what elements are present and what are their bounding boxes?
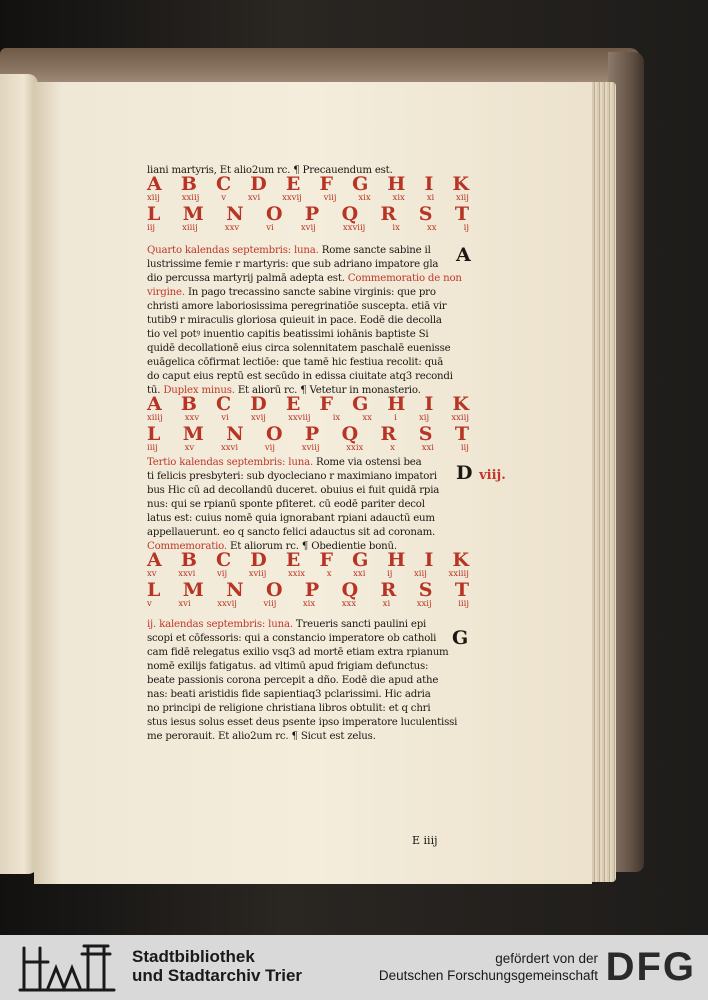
calendar-number: iiij <box>458 599 469 609</box>
left-page-edge <box>0 74 38 874</box>
calendar-number: ix <box>392 223 400 233</box>
rubric-run: ij. kalendas septembris: luna. <box>147 619 296 630</box>
rubric-run: Quarto kalendas septembris: luna. <box>147 245 322 256</box>
calendar-letter: M <box>182 203 204 225</box>
calendar-number: xxiij <box>451 413 469 423</box>
calendar-number: xxiij <box>181 193 200 203</box>
calendar-letter: I <box>424 393 434 415</box>
margin-letter-a: A <box>456 244 471 266</box>
text-line <box>147 370 469 385</box>
footer-bar <box>0 935 708 1000</box>
text-line <box>147 342 469 357</box>
calendar-number: xi <box>382 599 391 609</box>
text-line <box>147 258 469 273</box>
calendar-number: xxij <box>416 599 432 609</box>
text-run: Rome sancte sabine il <box>321 245 431 256</box>
calendar-number: xxvi <box>220 443 239 453</box>
calendar-number: xxvij <box>282 193 302 203</box>
text-run: In pago trecassino sancte sabine virginis: que pro <box>187 287 436 298</box>
calendar-letter: C <box>216 393 232 415</box>
institution-name <box>132 947 302 985</box>
calendar-letter: G <box>352 549 369 571</box>
text-line <box>147 512 469 527</box>
dominical-letters-row <box>147 424 469 444</box>
calendar-number: xv <box>147 569 157 579</box>
dfg-logo: DFG <box>605 945 696 989</box>
calendar-number: vi <box>266 223 274 233</box>
calendar-number: xvi <box>178 599 191 609</box>
calendar-number: v <box>221 193 227 203</box>
rubric-run: Commemoratio. <box>147 541 230 552</box>
calendar-number: ix <box>332 413 341 423</box>
calendar-number: v <box>147 599 152 609</box>
text-run: Treueris sancti paulini epi <box>295 619 427 630</box>
text-run: quidē decollationē eius circa solennitatem paschalē euenisse <box>147 343 451 354</box>
calendar-number: xviij <box>248 569 267 579</box>
calendar-letter: Q <box>341 203 359 225</box>
calendar-number: xx <box>362 413 372 423</box>
calendar-number: viij <box>263 599 277 609</box>
text-run: nas: beati aristidis fide sapientiaq3 pclarissimi. Hic adria <box>147 689 431 700</box>
signature-mark: E iiij <box>412 834 438 847</box>
calendar-number: xix <box>392 193 405 203</box>
text-run: no principi de religione christiana libros obtulit: et q chri <box>147 703 431 714</box>
rubric-run: Tertio kalendas septembris: luna. <box>147 457 317 468</box>
calendar-number: xxiiij <box>448 569 469 579</box>
calendar-letter: T <box>454 579 469 601</box>
text-line <box>147 646 469 661</box>
text-line <box>147 484 469 499</box>
calendar-number: xv <box>184 443 195 453</box>
calendar-number: xiij <box>456 193 469 203</box>
calendar-letter: O <box>265 203 283 225</box>
calendar-number: i <box>394 413 397 423</box>
calendar-number: xxviij <box>288 413 311 423</box>
calendar-number: ij <box>387 569 393 579</box>
calendar-letter: K <box>452 173 469 195</box>
calendar-number: xxv <box>184 413 200 423</box>
calendar-letter: R <box>380 579 397 601</box>
calendar-letter: H <box>387 549 406 571</box>
calendar-letter: A <box>147 173 162 195</box>
text-line <box>147 730 469 745</box>
calendar-letter: F <box>319 549 333 571</box>
text-run: cam fidē relegatus exilio vsq3 ad mortē etiam extra rpianum <box>147 647 449 658</box>
golden-numbers-row <box>147 443 469 454</box>
calendar-letter: D <box>250 549 267 571</box>
calendar-letter: T <box>454 203 469 225</box>
text-line <box>147 632 469 647</box>
dominical-letters-row <box>147 550 469 570</box>
dominical-letters-row <box>147 204 469 224</box>
text-run: nus: qui se rpianū sponte pfiteret. cū eodē pariter decol <box>147 499 425 510</box>
text-run: stus iesus solus esset deus psente ipso imperatore luculentissi <box>147 717 458 728</box>
text-line <box>147 702 469 717</box>
calendar-letter: N <box>226 203 244 225</box>
calendar-letter: L <box>147 203 161 225</box>
calendar-letter: F <box>319 173 333 195</box>
dominical-letters-row <box>147 580 469 600</box>
margin-letter-d <box>456 462 506 484</box>
calendar-number: xiij <box>147 193 160 203</box>
calendar-number: xij <box>419 413 430 423</box>
calendar-letter: L <box>147 423 161 445</box>
dominical-letters-row <box>147 394 469 414</box>
text-line <box>147 456 469 471</box>
calendar-number: xvij <box>300 223 316 233</box>
text-run: tutib9 r miraculis gloriosa quieuit in pace. Eodē die decolla <box>147 315 442 326</box>
margin-letter-g: G <box>452 627 469 649</box>
calendar-number: iij <box>147 223 156 233</box>
calendar-number: xiiij <box>182 223 198 233</box>
calendar-letter: A <box>147 549 162 571</box>
calendar-number: vij <box>216 569 228 579</box>
calendar-number: xxi <box>353 569 366 579</box>
calendar-number: xxv <box>224 223 240 233</box>
text-run: bus Hic cū ad decollandū duceret. obuius ei fuit quidā rpia <box>147 485 440 496</box>
calendar-number: xxx <box>341 599 357 609</box>
calendar-letter: D <box>250 393 267 415</box>
calendar-letter: E <box>285 393 301 415</box>
funder-line-2: Deutschen Forschungsgemeinschaft <box>378 968 598 983</box>
calendar-number: ij <box>463 223 469 233</box>
calendar-letter: G <box>352 393 369 415</box>
margin-d-letter: D <box>456 462 473 484</box>
calendar-letter: T <box>454 423 469 445</box>
calendar-number: vi <box>221 413 229 423</box>
calendar-letter: B <box>180 173 197 195</box>
text-run: latus est: cuius nomē quia ignorabant rpiani adauctū eum <box>147 513 435 524</box>
text-line <box>147 498 469 513</box>
text-run: scopi et cōfessoris: qui a constancio imperatore ob catholi <box>147 633 437 644</box>
calendar-letter: O <box>265 579 283 601</box>
calendar-letter: F <box>319 393 333 415</box>
calendar-number: xix <box>358 193 371 203</box>
text-line <box>147 470 469 485</box>
calendar-number: xvi <box>247 193 261 203</box>
text-line <box>147 300 469 315</box>
calendar-number: xxix <box>287 569 306 579</box>
calendar-number: xiij <box>414 569 427 579</box>
calendar-letter: I <box>424 173 434 195</box>
institution-line-2: und Stadtarchiv Trier <box>132 966 303 985</box>
text-run: Rome via ostensi bea <box>316 457 422 468</box>
calendar-letter: I <box>424 549 434 571</box>
rubric-run: Duplex minus. <box>163 385 238 396</box>
text-run: beate passionis corona percepit a dño. Eodē die apud athe <box>147 675 439 686</box>
text-run: me perorauit. Et alio2um rc. ¶ Sicut est zelus. <box>147 731 376 742</box>
calendar-letter: L <box>147 579 161 601</box>
calendar-number: xxi <box>421 443 435 453</box>
text-run: do caput eius reptū est secūdo in edissa ciuitate atq3 recondi <box>147 371 453 382</box>
calendar-letter: O <box>265 423 283 445</box>
calendar-letter: Q <box>341 423 359 445</box>
calendar-letter: M <box>182 423 204 445</box>
calendar-letter: H <box>387 393 406 415</box>
text-line <box>147 716 469 731</box>
calendar-number: xi <box>426 193 435 203</box>
golden-numbers-row <box>147 599 469 610</box>
calendar-number: xvij <box>250 413 266 423</box>
calendar-letter: C <box>216 549 232 571</box>
text-line <box>147 618 469 633</box>
text-line <box>147 688 469 703</box>
rubric-run: virgine. <box>147 287 188 298</box>
calendar-letter: G <box>352 173 369 195</box>
text-run: christi amore laboriosissima peregrinatiōe suscepta. etiā vir <box>147 301 447 312</box>
funder-text <box>379 950 598 984</box>
funder-line-1: gefördert von der <box>495 951 598 966</box>
calendar-letter: Q <box>341 579 359 601</box>
calendar-letter: N <box>226 579 244 601</box>
calendar-number: viij <box>323 193 337 203</box>
text-run: tū. <box>147 385 164 396</box>
calendar-letter: P <box>304 203 320 225</box>
institution-line-1: Stadtbibliothek <box>132 947 255 966</box>
text-run: appellauerunt. eo q sancto felici adauctus sit ad coronam. <box>147 527 436 538</box>
text-line <box>147 660 469 675</box>
text-line <box>147 244 469 259</box>
margin-d-number: viij. <box>479 468 506 483</box>
text-line <box>147 674 469 689</box>
calendar-letter: P <box>304 579 320 601</box>
dominical-letters-row <box>147 174 469 194</box>
calendar-letter: E <box>285 549 301 571</box>
calendar-number: vij <box>264 443 276 453</box>
text-run: ti felicis presbyteri: sub dyocleciano r maximiano impatori <box>147 471 437 482</box>
calendar-letter: P <box>304 423 320 445</box>
text-run: liani martyris, Et alio2um rc. <box>147 165 294 176</box>
stadtbibliothek-logo-icon <box>18 940 128 994</box>
printed-page <box>34 82 592 884</box>
text-run: dio percussa martyrij palmā adepta est. <box>147 273 348 284</box>
calendar-number: xxviij <box>342 223 366 233</box>
calendar-number: iij <box>460 443 469 453</box>
calendar-letter: N <box>226 423 244 445</box>
calendar-number: xviij <box>301 443 320 453</box>
text-run: Et aliorum rc. ¶ Obedientie bonū. <box>230 541 397 552</box>
calendar-number: xxvij <box>217 599 237 609</box>
calendar-number: iiij <box>147 443 158 453</box>
calendar-letter: S <box>418 423 433 445</box>
golden-numbers-row <box>147 223 469 234</box>
text-run: ¶ Precauendum est. <box>293 165 393 176</box>
calendar-letter: R <box>380 423 397 445</box>
text-line <box>147 526 469 541</box>
text-line <box>147 328 469 343</box>
calendar-number: xxix <box>346 443 364 453</box>
calendar-number: xiiij <box>147 413 163 423</box>
text-line <box>147 272 469 287</box>
text-run: tio vel potꝰ inuentio capitis beatissimi iohānis baptiste Si <box>147 329 429 340</box>
calendar-letter: R <box>380 203 397 225</box>
calendar-number: x <box>326 569 332 579</box>
calendar-number: xxvi <box>178 569 196 579</box>
calendar-letter: C <box>216 173 232 195</box>
text-line <box>147 286 469 301</box>
calendar-number: xix <box>302 599 316 609</box>
calendar-letter: K <box>452 549 469 571</box>
calendar-letter: A <box>147 393 162 415</box>
rubric-run: Commemoratio de non <box>347 273 462 284</box>
calendar-letter: K <box>452 393 469 415</box>
calendar-letter: S <box>418 579 433 601</box>
text-line <box>147 356 469 371</box>
text-run: lustrissime femie r martyris: que sub adriano impatore gla <box>147 259 439 270</box>
calendar-letter: D <box>250 173 267 195</box>
calendar-letter: H <box>387 173 406 195</box>
text-run: nomē exilijs fatigatus. ad vltimū apud frigiam defunctus: <box>147 661 429 672</box>
text-line <box>147 314 469 329</box>
calendar-letter: M <box>182 579 204 601</box>
text-run: Et aliorū rc. ¶ Vetetur in monasterio. <box>237 385 421 396</box>
calendar-number: x <box>390 443 395 453</box>
calendar-letter: B <box>180 549 197 571</box>
calendar-letter: E <box>285 173 301 195</box>
calendar-letter: S <box>418 203 433 225</box>
text-run: euāgelica cōfirmat lectiōe: que tamē hic festiua recolit: quā <box>147 357 444 368</box>
calendar-letter: B <box>180 393 197 415</box>
calendar-number: xx <box>426 223 437 233</box>
